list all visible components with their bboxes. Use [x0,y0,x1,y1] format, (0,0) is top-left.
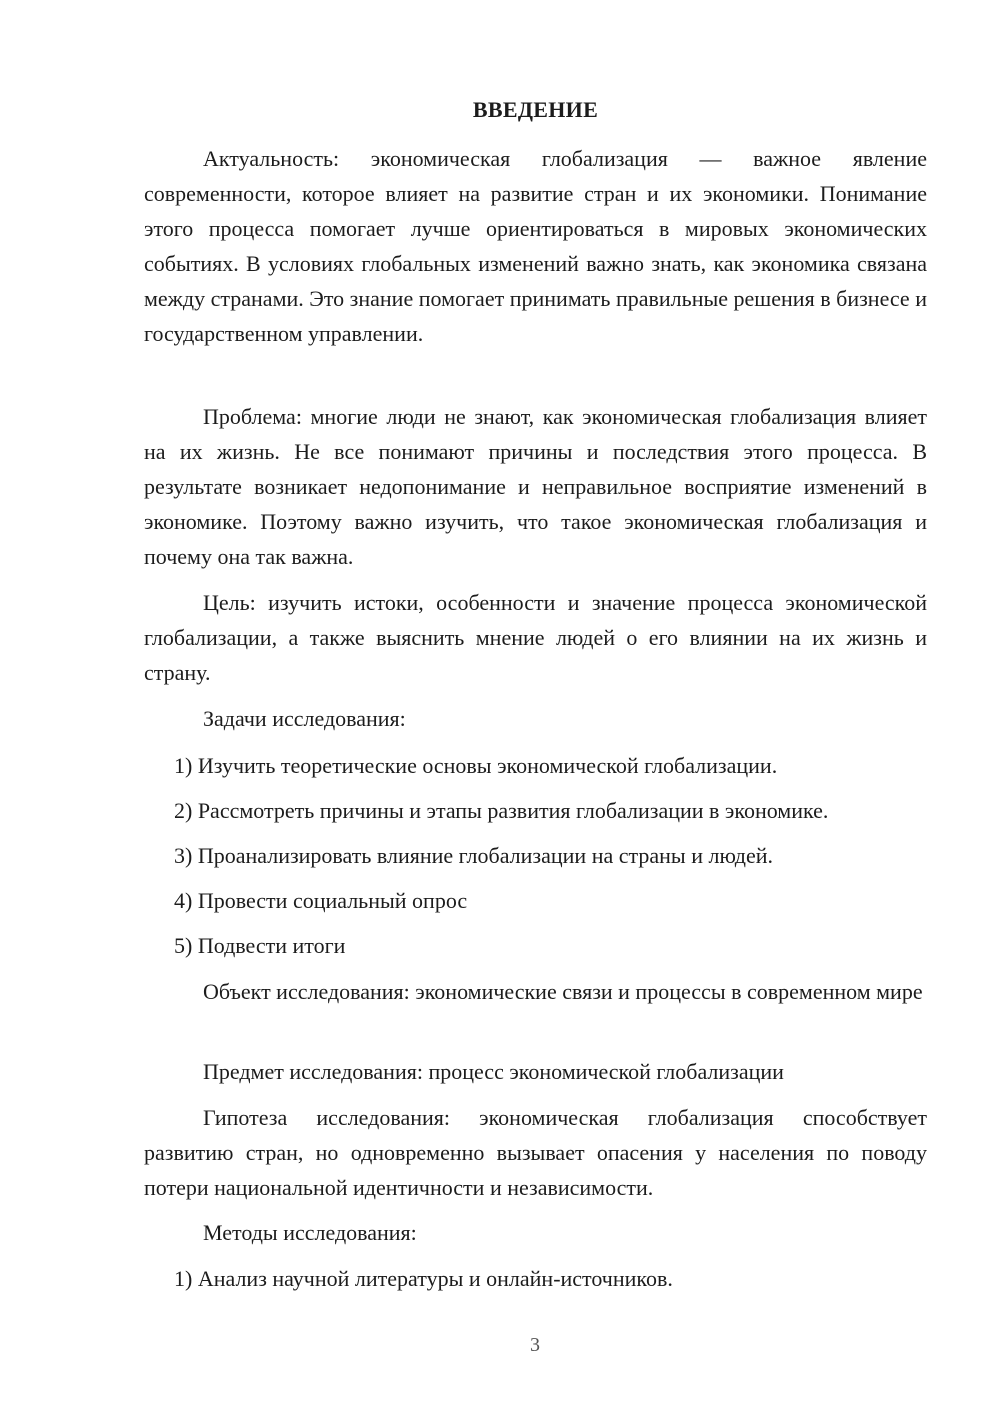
task-item-2: 2) Рассмотреть причины и этапы развития глобализации в экономике. [174,798,829,823]
page-title: ВВЕДЕНИЕ [472,97,599,122]
task-item-5: 5) Подвести итоги [174,933,346,958]
problem-paragraph: Проблема: многие люди не знают, как экономическая глобализация влияет на их жизнь. Не все понимают причины и последствия этого процесса. В результате возникает недопонимание и неправильное восприятие изменений в экономике. Поэтому важно изучить, что такое экономическая глобализация и почему она так важна. [144,404,927,569]
relevance-paragraph: Актуальность: экономическая глобализация — важное явление современности, которое влияет на развитие стран и их экономики. Понимание этого процесса помогает лучше ориентироваться в мировых экономических событиях. В условиях глобальных изменений важно знать, как экономика связана между странами. Это знание помогает принимать правильные решения в бизнесе и государственном управлении. [144,146,927,346]
hypothesis-paragraph: Гипотеза исследования: экономическая глобализация способствует развитию стран, но одновременно вызывает опасения у населения по поводу потери национальной идентичности и независимости. [144,1105,927,1200]
goal-paragraph: Цель: изучить истоки, особенности и значение процесса экономической глобализации, а также выяснить мнение людей о его влиянии на их жизнь и страну. [144,590,927,685]
object-paragraph: Объект исследования: экономические связи и процессы в современном мире [203,979,923,1004]
task-item-4: 4) Провести социальный опрос [174,888,468,913]
method-item-1: 1) Анализ научной литературы и онлайн-источников. [174,1266,673,1291]
task-item-3: 3) Проанализировать влияние глобализации на страны и людей. [174,843,774,868]
page-number: 3 [530,1334,540,1356]
task-item-1: 1) Изучить теоретические основы экономической глобализации. [174,753,778,778]
subject-paragraph: Предмет исследования: процесс экономической глобализации [203,1059,784,1084]
tasks-heading: Задачи исследования: [203,706,406,731]
methods-heading: Методы исследования: [203,1220,417,1245]
